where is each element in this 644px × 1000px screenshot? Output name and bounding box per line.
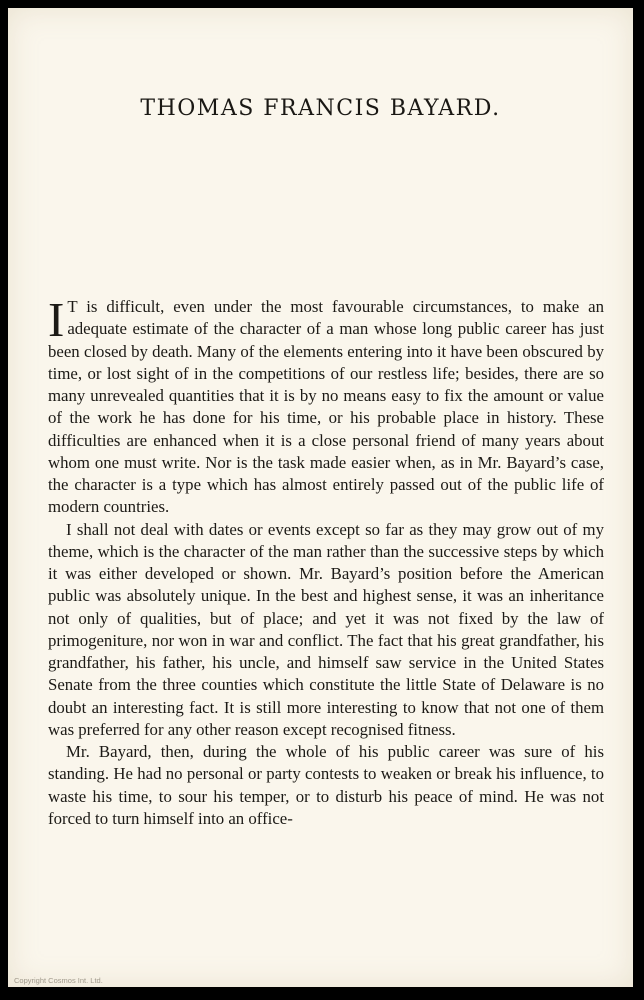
drop-cap: I <box>48 292 65 347</box>
copyright-footer: Copyright Cosmos Int. Ltd. <box>14 976 103 985</box>
paragraph-1-text: T is difficult, even under the most favourable circumstances, to make an adequate estimate of the character of a man whose long public career has just been closed by death. Many of the elements entering into it have been obscured by time, or lost sight of in the competitions of our restless life; besides, there are so many unrevealed quantities that it is by no means easy to fix the amount or value of the work he has done for his time, or his probable place in history. These difficulties are enhanced when it is a close personal friend of many years about whom one must write. Nor is the task made easier when, as in Mr. Bayard’s case, the character is a type which has almost entirely passed out of the public life of modern countries. <box>48 297 604 517</box>
document-page <box>8 8 633 987</box>
article-body <box>48 292 604 830</box>
article-title: THOMAS FRANCIS BAYARD. <box>140 96 501 121</box>
paragraph-2: I shall not deal with dates or events except so far as they may grow out of my theme, which is the character of the man rather than the successive steps by which it was either developed or shown. Mr. Bayard’s position before the American public was absolutely unique. In the best and highest sense, it was an inheritance not only of qualities, but of place; and yet it was not fixed by the law of primogeniture, nor won in war and conflict. The fact that his great grandfather, his grandfather, his father, his uncle, and himself saw service in the United States Senate from the three counties which constitute the little State of Delaware is no doubt an interesting fact. It is still more interesting to know that not one of them was preferred for any other reason except recognised fitness. <box>48 519 604 739</box>
paragraph-3: Mr. Bayard, then, during the whole of his public career was sure of his standing. He had no personal or party contests to weaken or break his influence, to waste his time, to sour his temper, or to disturb his peace of mind. He was not forced to turn himself into an office- <box>48 742 604 828</box>
paragraph-1 <box>48 292 604 519</box>
